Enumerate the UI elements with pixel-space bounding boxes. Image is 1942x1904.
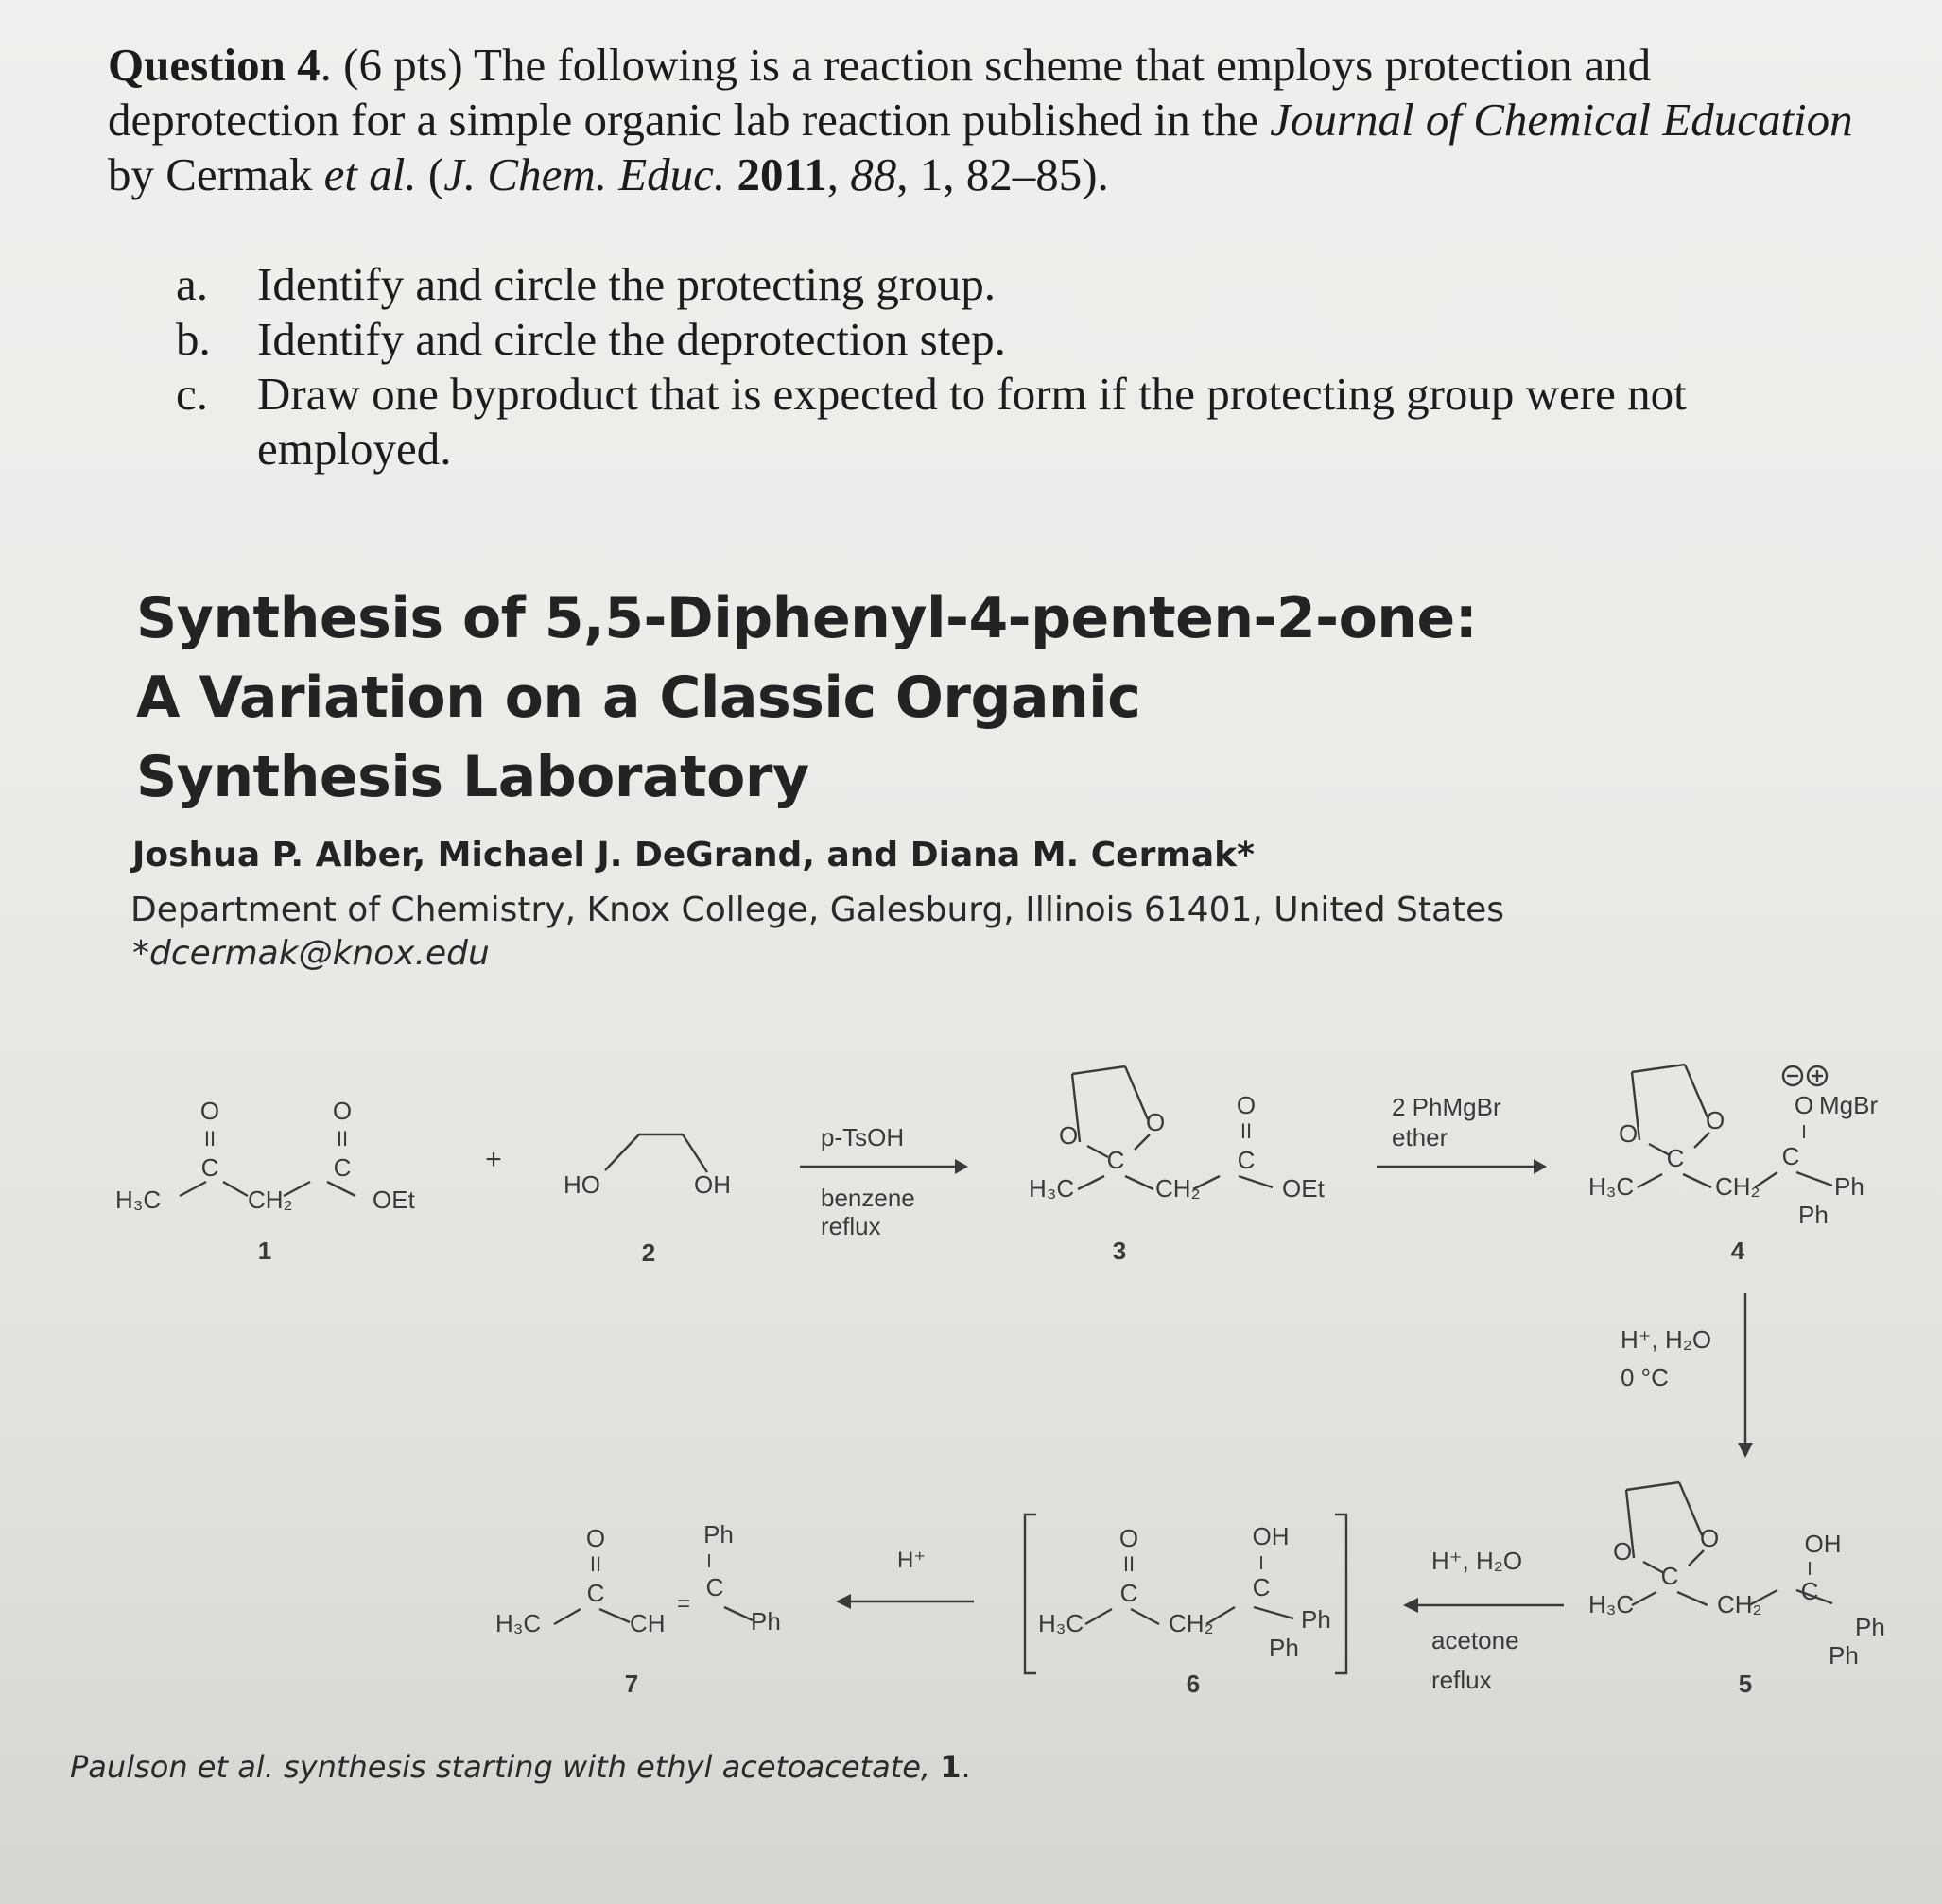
question-items (176, 257, 1868, 476)
item-text: Identify and circle the deprotection step. (257, 313, 1006, 365)
single-bond: I (1258, 1553, 1264, 1574)
atom-ph: Ph (1301, 1605, 1331, 1634)
cite-volume: 88 (850, 148, 897, 200)
cite-sep: , (826, 148, 851, 200)
list-item (176, 257, 1868, 312)
atom-o: O (1118, 1524, 1139, 1552)
cite-space (725, 148, 737, 200)
atom-h3c: H₃C (1588, 1172, 1635, 1201)
double-bond: II (203, 1127, 217, 1151)
condition-label: reflux (1431, 1666, 1492, 1694)
reagent-label: p-TsOH (821, 1123, 905, 1151)
single-bond: I (1807, 1559, 1812, 1580)
compound-number: 4 (1730, 1237, 1745, 1265)
atom-c: C (586, 1579, 605, 1607)
atom-oh: OH (694, 1170, 731, 1199)
paper-affiliation: Department of Chemistry, Knox College, Galesburg, Illinois 61401, United States (130, 891, 1505, 929)
title-line: A Variation on a Classic Organic (136, 665, 1141, 731)
double-bond: II (1122, 1552, 1136, 1576)
atom-oh: OH (1804, 1530, 1842, 1558)
atom-o: O (1613, 1537, 1633, 1566)
title-line: Synthesis of 5,5-Diphenyl-4-penten-2-one: (136, 585, 1478, 651)
atom-c: C (333, 1153, 352, 1182)
atom-h3c: H₃C (1588, 1590, 1635, 1618)
question-stem (108, 38, 1866, 202)
atom-mgbr: MgBr (1819, 1091, 1879, 1119)
atom-h3c: H₃C (1029, 1174, 1075, 1203)
cite-open: ( (416, 148, 444, 200)
paper-title (136, 579, 1649, 817)
compound-number: 2 (641, 1238, 656, 1267)
atom-oet: OEt (373, 1186, 415, 1214)
atom-o: O (1059, 1121, 1079, 1150)
atom-c: C (1660, 1562, 1679, 1590)
atom-c: C (705, 1573, 724, 1601)
compound-number: 3 (1112, 1237, 1127, 1265)
reagent-label: H⁺, H₂O (1621, 1325, 1712, 1354)
double-bond: II (589, 1552, 602, 1576)
reaction-scheme (0, 1040, 1942, 1740)
atom-c: C (1252, 1573, 1271, 1601)
atom-ph: Ph (1798, 1201, 1829, 1229)
condition-label: acetone (1431, 1626, 1519, 1654)
atom-o: O (1700, 1524, 1720, 1552)
atom-c: C (1666, 1144, 1685, 1172)
atom-c: C (1119, 1579, 1138, 1607)
compound-number: 6 (1186, 1670, 1201, 1698)
question-by: by Cermak (108, 148, 324, 200)
cite-journal: J. Chem. Educ. (443, 148, 726, 200)
double-bond: II (336, 1127, 349, 1151)
question-etal: et al. (323, 148, 417, 200)
title-line: Synthesis Laboratory (136, 744, 809, 810)
list-item (176, 367, 1868, 476)
double-bond: II (1240, 1119, 1253, 1143)
atom-o: O (332, 1097, 353, 1125)
paper-email: *dcermak@knox.edu (132, 934, 490, 973)
item-label: b. (176, 313, 211, 365)
atom-c: C (1237, 1146, 1256, 1174)
atom-o: O (1619, 1119, 1639, 1148)
condition-label: benzene (821, 1184, 915, 1212)
atom-ph: Ph (1855, 1613, 1885, 1641)
atom-h3c: H₃C (495, 1609, 542, 1637)
atom-ho: HO (564, 1170, 600, 1199)
double-bond: = (677, 1591, 691, 1617)
question-label: Question 4 (108, 39, 321, 91)
atom-ph: Ph (703, 1520, 734, 1549)
reagent-label: H⁺ (897, 1548, 926, 1573)
atom-c: C (1781, 1142, 1800, 1170)
condition-label: reflux (821, 1212, 881, 1240)
single-bond: I (706, 1551, 712, 1572)
scheme-caption (70, 1749, 971, 1785)
reagent-label: H⁺, H₂O (1431, 1547, 1523, 1575)
journal-name: Journal of Chemical Education (1270, 94, 1853, 146)
reagent-label: 2 PhMgBr (1392, 1093, 1501, 1121)
atom-ch2: CH₂ (248, 1186, 293, 1214)
item-label: a. (176, 258, 208, 310)
atom-c: C (1800, 1577, 1819, 1605)
atom-ch2: CH₂ (1169, 1609, 1214, 1637)
atom-ch2: CH₂ (1715, 1172, 1760, 1201)
atom-o: O (199, 1097, 220, 1125)
atom-h3c: H₃C (115, 1186, 162, 1214)
atom-c: C (1106, 1146, 1125, 1174)
cite-rest: , 1, 82–85). (896, 148, 1109, 200)
item-text: Identify and circle the protecting group. (257, 258, 996, 310)
caption-end: . (961, 1749, 971, 1785)
atom-ph: Ph (1829, 1641, 1859, 1670)
paper-authors: Joshua P. Alber, Michael J. DeGrand, and Diana M. Cermak* (132, 836, 1255, 874)
atom-oet: OEt (1282, 1174, 1325, 1203)
compound-number: 7 (624, 1670, 639, 1698)
single-bond: I (1801, 1122, 1807, 1143)
atom-h3c: H₃C (1038, 1609, 1084, 1637)
atom-ch2: CH₂ (1717, 1590, 1762, 1618)
atom-ph: Ph (1269, 1634, 1299, 1662)
atom-ch: CH (630, 1609, 666, 1637)
atom-o: O (1146, 1108, 1166, 1136)
plus-sign: + (485, 1144, 502, 1175)
list-item (176, 312, 1868, 367)
atom-o: O (585, 1524, 606, 1552)
atom-c: C (200, 1153, 219, 1182)
question-points: . (6 pts) The following is a reaction scheme that employs protection and deprotection for a simple organic lab reaction published in the (108, 39, 1652, 146)
atom-oh: OH (1252, 1522, 1290, 1550)
question-text (108, 38, 1866, 202)
compound-number: 1 (257, 1237, 272, 1265)
atom-o: O (1794, 1091, 1814, 1119)
condition-label: ether (1392, 1123, 1448, 1151)
atom-ch2: CH₂ (1155, 1174, 1201, 1203)
atom-ph: Ph (1834, 1172, 1864, 1201)
cite-year: 2011 (737, 148, 827, 200)
caption-bold: 1 (940, 1749, 962, 1785)
condition-label: 0 °C (1621, 1363, 1669, 1392)
atom-o: O (1706, 1106, 1725, 1134)
item-text: Draw one byproduct that is expected to form if the protecting group were not employed. (257, 368, 1687, 475)
atom-ph: Ph (751, 1607, 781, 1636)
compound-number: 5 (1738, 1670, 1753, 1698)
caption-text: Paulson et al. synthesis starting with ethyl acetoacetate, (70, 1749, 941, 1785)
atom-o: O (1236, 1091, 1257, 1119)
item-label: c. (176, 368, 208, 420)
